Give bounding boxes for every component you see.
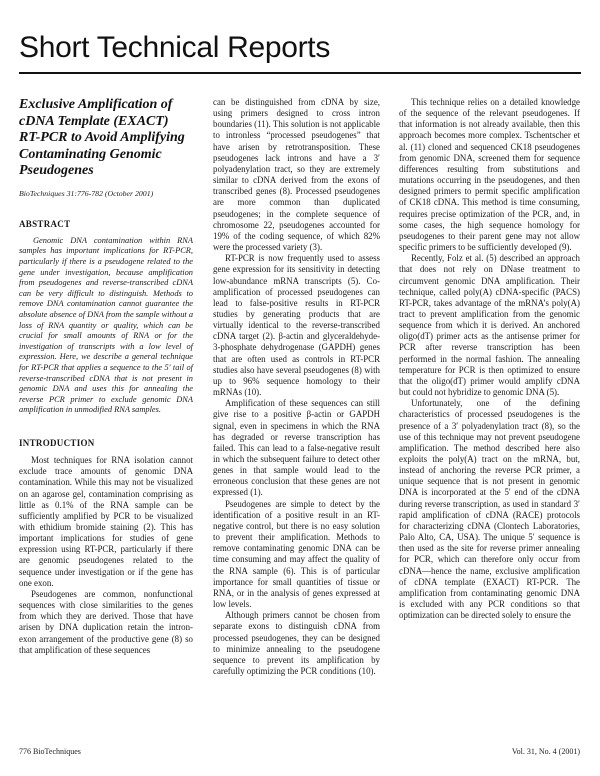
abstract-heading: ABSTRACT: [19, 218, 71, 229]
body-paragraph: Pseudogenes are simple to detect by the identification of a positive result in an RT-negative control, but there is no easy solution to prevent their amplification. Methods to remove contaminating genomic DNA can be time consuming and may affect the quality of the RNA sample (6). This is of particular importance for small quantities of tissue or RNA, or in the analysis of genes expressed at low levels.: [213, 498, 380, 610]
footer-volume: Vol. 31, No. 4 (2001): [511, 747, 580, 756]
header-rule: [19, 72, 581, 74]
introduction-heading: INTRODUCTION: [19, 437, 95, 448]
article-citation: BioTechniques 31:776-782 (October 2001): [19, 188, 154, 198]
article-title: Exclusive Amplification of cDNA Template (EXACT) RT-PCR to Avoid Amplifying Contaminating Genomic Pseudogenes: [19, 97, 185, 178]
body-paragraph: can be distinguished from cDNA by size, using primers designed to cross intron boundaries (11). This solution is not applicable to intronless “processed pseudogenes” that have arisen by retrotransposition. These pseudogenes lack introns and have a 3′ polyadenylation tract, so they are extremely similar to cDNA derived from the exons of transcribed genes (8). Processed pseudogenes are more common than duplicated pseudogenes; in the complete sequence of chromosome 22, pseudogenes accounted for 19% of the coding sequence, of which 82% were the processed variety (3).: [213, 97, 380, 253]
body-paragraph: Amplification of these sequences can still give rise to a positive β-actin or GAPDH signal, even in specimens in which the RNA has degraded or reverse transcription has failed. This can lead to a false-negative result in which the subsequent failure to detect other genes in that sample would lead to the erroneous conclusion that these genes are not expressed (1).: [213, 398, 380, 498]
abstract-text: Genomic DNA contamination within RNA samples has important implications for RT-PCR, particularly if there is a pseudogene related to the gene under investigation, because amplification from pseudogenes and reverse-transcribed cDNA can be very difficult to distinguish. Methods to remove DNA contamination cannot guarantee the absolute absence of DNA from the sample without a loss of RNA quantity or quality, which can be crucial for small amounts of RNA or for the investigation of transcripts with a low level of expression. Here, we describe a general technique for RT-PCR that applies a sequence to the 5′ tail of reverse-transcribed cDNA that is not present in genomic DNA and uses this for annealing the reverse PCR primer to exclude genomic DNA amplification in unmodified RNA samples.: [19, 235, 194, 415]
column-2: [213, 97, 380, 677]
section-header: Short Technical Reports: [19, 31, 331, 64]
column-3: [399, 97, 580, 621]
body-paragraph: Most techniques for RNA isolation cannot exclude trace amounts of genomic DNA contamination. While this may not be visualized on an agarose gel, contamination comprising as little as 0.1% of the RNA sample can be sufficiently amplified by PCR to be visualized with ethidium bromide staining (2). This has important implications for studies of gene expression using RT-PCR, particularly if there are genomic pseudogenes related to the sequence under investigation or if the gene has one exon.: [19, 455, 193, 588]
column-1: [19, 97, 193, 656]
body-paragraph: Recently, Folz et al. (5) described an approach that does not rely on DNase treatment to circumvent genomic DNA amplification. Their technique, called poly(A) cDNA-specific (PACS) RT-PCR, takes advantage of the mRNA’s poly(A) tract to prevent amplification from the genomic sequence from which it is derived. An anchored oligo(dT) primer acts as the antisense primer for PCR after reverse transcription has been performed in the normal fashion. The annealing temperature for PCR is then optimized to ensure that the oligo(dT) primer would amplify cDNA but could not hybridize to genomic DNA (5).: [399, 253, 580, 398]
body-paragraph: Pseudogenes are common, nonfunctional sequences with close similarities to the genes from which they are derived. Those that have arisen by DNA duplication retain the intron-exon arrangement of the productive gene (8) so that amplification of these sequences: [19, 588, 193, 655]
body-paragraph: This technique relies on a detailed knowledge of the sequence of the relevant pseudogenes. If that information is not already available, then this approach becomes more complex. Tschentscher et al. (11) cloned and sequenced CK18 pseudogenes from genomic DNA, screened them for sequence differences resulting from substitutions and mutations occurring in the pseudogenes, and then designed primers to permit specific amplification of CK18 cDNA. This method is time consuming, requires precise optimization of the PCR, and, in some cases, the high sequence homology for pseudogenes to their parent gene may not allow specific primers to be sufficiently developed (9).: [399, 97, 580, 253]
body-paragraph: RT-PCR is now frequently used to assess gene expression for its sensitivity in detecting low-abundance mRNA transcripts (5). Co-amplification of processed pseudogenes can lead to false-positive results in RT-PCR studies by generating products that are virtually identical to the reverse-transcribed cDNA target (2). β-actin and glyceraldehyde-3-phosphate dehydrogenase (GAPDH) genes that are often used as controls in RT-PCR studies also have several pseudogenes (8) with up to 96% sequence homology to their mRNAs (10).: [213, 253, 380, 398]
footer-page-journal: 776 BioTechniques: [19, 747, 81, 756]
body-paragraph: Unfortunately, one of the defining characteristics of processed pseudogenes is the presence of a 3′ polyadenylation tract (8), so the use of this technique may not prevent pseudogene amplification. The method described here also exploits the poly(A) tract on the mRNA, but, instead of anchoring the reverse PCR primer, a unique sequence that is not present in genomic DNA is incorporated at the 5′ end of the cDNA during reverse transcription, as used in standard 3′ rapid amplification of cDNA (RACE) protocols for characterizing cDNA (Clontech Laboratories, Palo Alto, CA, USA). The unique 5′ sequence is then used as the site for reverse primer annealing for PCR, which can therefore only occur from cDNA—hence the name, exclusive amplification of cDNA template (EXACT) RT-PCR. The amplification from contaminating genomic DNA is excluded with any PCR conditions so that optimization can be directed solely to ensure the: [399, 398, 580, 621]
body-paragraph: Although primers cannot be chosen from separate exons to distinguish cDNA from processed pseudogenes, they can be designed to minimize annealing to the pseudogene sequence to prevent its amplification by carefully optimizing the PCR conditions (10).: [213, 610, 380, 676]
